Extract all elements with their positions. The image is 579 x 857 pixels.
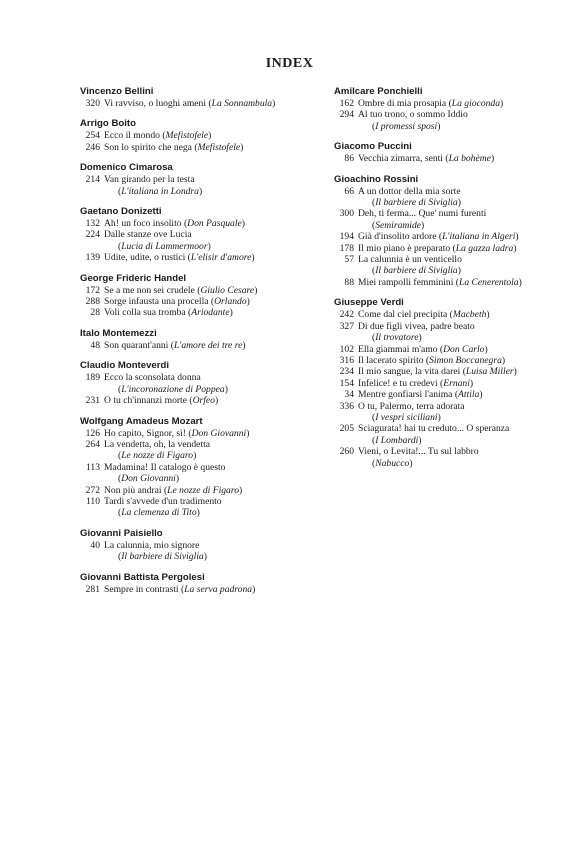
composer-section [334,297,544,469]
index-entry [80,98,325,109]
composer-section [334,86,544,132]
index-entry [334,309,544,320]
composer-section [80,360,325,406]
page-number: 154 [339,377,354,389]
page-number: 132 [85,218,100,230]
aria-text [358,423,544,446]
opera-title: L'amore dei tre re [173,339,243,351]
opera-title: Mefistofele [197,141,241,153]
opera-title: Don Giovanni [191,427,247,439]
composer-section [334,141,544,164]
opera-title: Ariodante [191,307,230,319]
aria-title: Dalle stanze ove Lucia [104,229,192,241]
opera-title: Le nozze di Figaro [121,450,194,462]
composer-name: Giacomo Puccini [334,141,412,153]
opera-reference: (La gioconda) [446,98,504,109]
opera-reference: (Lucia di Lammermoor) [118,240,211,252]
composer-name: Giovanni Paisiello [80,527,163,539]
aria-text [104,142,325,153]
aria-text [104,229,325,252]
index-entry [80,174,325,197]
opera-title: Lucia di Lammermoor [121,240,208,252]
aria-title: Mentre gonfiarsi l'anima [358,389,453,401]
index-entry [80,496,325,519]
opera-title: Simon Boccanegra [429,354,502,366]
page-number: 34 [344,389,354,401]
page-number: 102 [339,343,354,355]
aria-title: Il mio piano è preparato [358,242,451,254]
aria-text [358,321,544,344]
opera-reference: (I vespri siciliani) [372,411,441,423]
composer-section [80,118,325,153]
opera-title: Il barbiere di Siviglia [375,265,458,277]
aria-text [358,109,544,132]
composer-name: Amilcare Ponchielli [334,86,423,97]
page-number: 316 [339,354,354,366]
composer-section [80,206,325,264]
opera-reference: (Mefistofele) [159,130,212,142]
index-entry [334,208,544,231]
opera-reference: (L'incoronazione di Poppea) [118,383,228,395]
page-number: 189 [85,372,100,384]
aria-text [104,462,325,485]
opera-title: La gazza ladra [455,242,514,254]
opera-reference: (L'italiana in Londra) [118,185,203,197]
page-number: 139 [85,252,100,264]
aria-title: Sciagurata! hai tu creduto... O speranza [358,423,510,435]
aria-text [358,378,544,389]
opera-title: La Sonnambula [211,98,273,109]
page-number: 327 [339,320,354,332]
index-entry [80,229,325,252]
page-number: 294 [339,109,354,121]
page-title: INDEX [265,56,314,71]
page-number: 113 [85,461,100,473]
aria-text [104,252,325,263]
index-entry [80,439,325,462]
aria-text [104,98,325,109]
aria-title: Vieni, o Levita!... Tu sul labbro [358,446,479,458]
opera-reference: (Il barbiere di Siviglia) [118,551,207,563]
index-entry [334,153,544,164]
page-number: 264 [85,438,100,450]
opera-reference: (Ernani) [437,377,474,389]
page-number: 300 [339,208,354,220]
index-entry [80,428,325,439]
aria-text [358,344,544,355]
page-number: 234 [339,366,354,378]
index-entry [80,462,325,485]
composer-section [80,416,325,519]
page-number: 28 [90,307,100,319]
composer-section [80,86,325,109]
opera-reference: (Don Carlo) [437,343,488,355]
aria-text [104,296,325,307]
index-entry [80,485,325,496]
index-entry [80,130,325,141]
page-number: 246 [85,141,100,153]
aria-title: Sorge infausta una procella [104,296,209,308]
opera-reference: (Attila) [452,389,483,401]
opera-reference: (Semiramide) [372,219,425,231]
page-number: 224 [85,229,100,241]
composer-name: Wolfgang Amadeus Mozart [80,415,203,427]
index-entry [334,446,544,469]
index-entry [80,285,325,296]
aria-title: Madamina! Il catalogo è questo [104,461,226,473]
page-number: 231 [85,395,100,407]
aria-title: Di due figli vivea, padre beato [358,320,475,332]
opera-reference: (Nabucco) [372,457,413,469]
aria-text [104,218,325,229]
opera-reference: (I promessi sposi) [372,120,441,132]
opera-reference: (Mefistofele) [191,141,244,153]
aria-title: Tardi s'avvede d'un tradimento [104,495,222,507]
index-entry [334,401,544,424]
opera-reference: (Luisa Miller) [460,366,517,378]
index-entry [334,321,544,344]
page-number: 162 [339,98,354,109]
index-entry [80,296,325,307]
page-number: 86 [344,153,354,165]
composer-name: Gioachino Rossini [334,173,419,185]
opera-title: L'elisir d'amore [190,252,252,264]
opera-reference: (L'elisir d'amore) [185,252,255,264]
composer-name: Giovanni Battista Pergolesi [80,571,205,583]
composer-section [80,273,325,319]
composer-name: Vincenzo Bellini [80,86,154,97]
index-entry [334,186,544,209]
opera-reference: (Orlando) [208,296,250,308]
opera-reference: (La serva padrona) [178,583,256,595]
opera-reference: (Don Giovanni) [118,473,180,485]
aria-title: Ella giammai m'amo [358,343,438,355]
aria-title: Ah! un foco insolito [104,218,182,230]
opera-title: L'italiana in Algeri [442,231,516,243]
aria-title: Vi ravviso, o luoghi ameni [104,98,207,109]
aria-text [104,395,325,406]
aria-text [358,98,544,109]
opera-title: La bohème [448,153,491,165]
aria-title: Deh, ti ferma... Que' numi furenti [358,208,487,220]
index-entry [334,378,544,389]
index-entry [334,254,544,277]
aria-title: La calunnia è un venticello [358,254,462,266]
opera-reference: (La Cenerentola) [453,276,522,288]
opera-title: La gioconda [451,98,501,109]
aria-title: O tu ch'innanzi morte [104,395,187,407]
page-number: 281 [85,583,100,595]
aria-text [358,231,544,242]
index-entry [80,584,325,595]
index-entry [80,340,325,351]
opera-title: Giulio Cesare [200,284,255,296]
opera-title: Il barbiere di Siviglia [375,197,458,209]
opera-reference: (La gazza ladra) [450,242,517,254]
opera-reference: (Giulio Cesare) [194,284,258,296]
aria-text [104,372,325,395]
aria-text [358,401,544,424]
page-number: 88 [344,276,354,288]
index-entry [80,372,325,395]
opera-title: Luisa Miller [465,366,514,378]
opera-title: I Lombardi [375,434,419,446]
page-number: 66 [344,185,354,197]
aria-title: Già d'insolito ardore [358,231,437,243]
opera-reference: (Don Pasquale) [181,218,245,230]
aria-title: Se a me non sei crudele [104,284,195,296]
aria-title: La calunnia, mio signore [104,539,200,551]
opera-reference: (La clemenza di Tito) [118,507,200,519]
composer-section [334,174,544,289]
index-column-left [80,86,325,604]
opera-reference: (Macbeth) [447,309,490,321]
opera-title: L'italiana in Londra [121,185,199,197]
opera-title: Nabucco [375,457,410,469]
aria-text [104,496,325,519]
aria-text [104,439,325,462]
page-number: 272 [85,484,100,496]
opera-reference: (Le nozze di Figaro) [118,450,197,462]
opera-title: Il trovatore [375,332,419,344]
composer-name: Arrigo Boito [80,118,136,130]
composer-section [80,572,325,595]
index-entry [334,389,544,400]
composer-name: George Frideric Handel [80,272,187,284]
aria-title: Sempre in contrasti [104,583,179,595]
opera-title: Don Giovanni [121,473,176,485]
opera-reference: (Simon Boccanegra) [423,354,506,366]
aria-title: Il lacerato spirito [358,354,424,366]
index-entry [334,109,544,132]
composer-name: Domenico Cimarosa [80,162,173,174]
aria-text [104,485,325,496]
index-entry [334,344,544,355]
index-entry [80,307,325,318]
aria-title: La vendetta, oh, la vendetta [104,438,211,450]
index-entry [334,366,544,377]
page-number: 40 [90,539,100,551]
page-number: 260 [339,446,354,458]
aria-text [358,277,544,288]
opera-title: La Cenerentola [458,276,519,288]
composer-section [80,528,325,563]
aria-title: Udite, udite, o rustici [104,252,186,264]
page-number: 194 [339,231,354,243]
opera-title: Don Carlo [443,343,485,355]
aria-text [358,366,544,377]
opera-title: I promessi sposi [375,120,438,132]
aria-title: Ho capito, Signor, sì! [104,427,186,439]
composer-section [80,162,325,197]
opera-title: Orlando [214,296,247,308]
aria-title: Non più andrai [104,484,162,496]
page-number: 110 [85,495,100,507]
index-entry [334,355,544,366]
index-entry [334,98,544,109]
aria-text [358,355,544,366]
page-number: 178 [339,242,354,254]
aria-title: A un dottor della mia sorte [358,185,461,197]
page-number: 205 [339,423,354,435]
aria-text [358,153,544,164]
index-entry [334,277,544,288]
opera-reference: (Ariodante) [185,307,233,319]
aria-text [104,307,325,318]
index-entry [80,142,325,153]
aria-title: Al tuo trono, o sommo Iddio [358,109,468,121]
page-number: 320 [85,98,100,109]
aria-text [104,285,325,296]
page-number: 336 [339,400,354,412]
opera-title: Mefistofele [165,130,209,142]
page-number: 126 [85,427,100,439]
opera-reference: (Le nozze di Figaro) [161,484,243,496]
composer-name: Claudio Monteverdi [80,360,170,372]
opera-reference: (La Sonnambula) [206,98,276,109]
opera-title: Don Pasquale [187,218,242,230]
page-number: 288 [85,296,100,308]
aria-text [104,540,325,563]
aria-title: Vecchia zimarra, senti [358,153,443,165]
opera-reference: (Orfeo) [187,395,219,407]
composer-section [80,328,325,351]
index-entry [80,252,325,263]
index-entry [334,243,544,254]
aria-text [358,254,544,277]
page-number: 254 [85,130,100,142]
aria-title: Miei rampolli femminini [358,276,454,288]
opera-reference: (Don Giovanni) [185,427,250,439]
index-entry [80,395,325,406]
aria-text [358,446,544,469]
index-entry [80,218,325,229]
aria-text [358,309,544,320]
index-entry [334,231,544,242]
page-number: 214 [85,174,100,186]
aria-title: Ombre di mia prosapia [358,98,447,109]
aria-title: O tu, Palermo, terra adorata [358,400,465,412]
aria-title: Son lo spirito che nega [104,141,192,153]
opera-reference: (L'italiana in Algeri) [436,231,519,243]
opera-title: Attila [458,389,480,401]
aria-text [104,340,325,351]
aria-text [104,584,325,595]
aria-title: Il mio sangue, la vita darei [358,366,461,378]
aria-text [104,428,325,439]
opera-title: Macbeth [452,309,487,321]
page-number: 242 [339,309,354,321]
index-column-right [334,86,544,478]
aria-text [358,186,544,209]
opera-reference: (I Lombardi) [372,434,422,446]
aria-title: Infelice! e tu credevi [358,377,438,389]
aria-text [358,208,544,231]
page-number: 172 [85,284,100,296]
opera-title: La clemenza di Tito [121,507,197,519]
opera-title: La serva padrona [184,583,253,595]
opera-title: I vespri siciliani [375,411,438,423]
aria-title: Come dal ciel precipita [358,309,448,321]
composer-name: Giuseppe Verdi [334,297,404,309]
opera-reference: (Il barbiere di Siviglia) [372,265,461,277]
index-entry [80,540,325,563]
opera-title: Il barbiere di Siviglia [121,551,204,563]
aria-title: Ecco la sconsolata donna [104,372,201,384]
aria-text [104,130,325,141]
index-entry [334,423,544,446]
aria-title: Son quarant'anni [104,339,169,351]
opera-reference: (Il trovatore) [372,332,422,344]
opera-reference: (La bohème) [442,153,495,165]
aria-text [358,243,544,254]
opera-title: Le nozze di Figaro [167,484,240,496]
opera-title: L'incoronazione di Poppea [121,383,225,395]
aria-title: Voli colla sua tromba [104,307,186,319]
opera-reference: (L'amore dei tre re) [168,339,246,351]
page-number: 48 [90,339,100,351]
opera-title: Semiramide [375,219,422,231]
page-number: 57 [344,254,354,266]
aria-title: Ecco il mondo [104,130,160,142]
opera-reference: (Il barbiere di Siviglia) [372,197,461,209]
aria-text [104,174,325,197]
composer-name: Italo Montemezzi [80,327,157,339]
composer-name: Gaetano Donizetti [80,206,162,218]
aria-text [358,389,544,400]
opera-title: Orfeo [192,395,215,407]
aria-title: Van girando per la testa [104,174,195,186]
opera-title: Ernani [443,377,470,389]
